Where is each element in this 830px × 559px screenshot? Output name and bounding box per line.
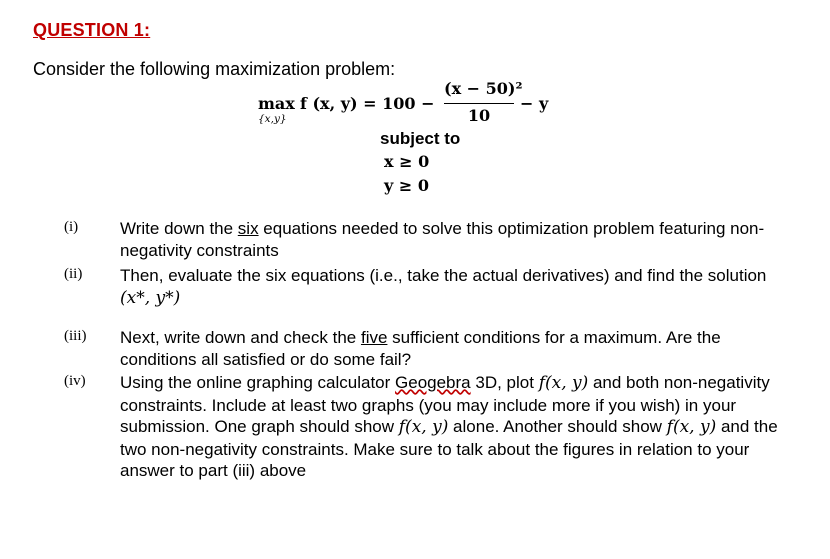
item-ii [120,265,788,309]
item-iv-brand: Geogebra [395,373,471,392]
item-iv-text-3: and both non-negativity constraints. Include at least two graphs (you may include more if you wish) in your submission. One graph should show [120,373,770,436]
fraction-numerator: (x − 50)² [444,79,523,98]
intro-text: Consider the following maximization problem: [33,59,396,79]
item-iv-math-1: f(x, y) [538,373,589,393]
item-ii-math: (x*, y*) [120,287,181,308]
item-iii [120,327,788,370]
item-iii-text-post: sufficient conditions for a maximum. Are the conditions all satisfied or do some fail? [120,328,721,369]
item-iv-text-2: 3D, plot [470,373,539,392]
item-iv [120,372,788,482]
fraction [444,78,523,126]
item-iv-text-1: Using the online graphing calculator [120,373,396,392]
fraction-bar [444,103,514,104]
max-subscript: {x,y} [258,113,287,125]
item-i-text-post: equations needed to solve this optimization problem featuring non-negativity constraints [120,219,765,260]
item-label-i: (i) [64,219,79,235]
constraint-y: y ≥ 0 [384,176,429,195]
question-heading: QUESTION 1: [33,20,151,40]
item-iv-math-2: f(x, y) [398,417,449,437]
subject-to-label: subject to [380,129,461,148]
objective-lhs: f (x, y) = 100 − [300,94,435,113]
max-label: max [258,94,295,113]
fraction-denominator: 10 [467,106,491,125]
item-label-iii: (iii) [64,328,87,344]
item-i-emphasis: six [237,219,259,238]
item-iii-text-pre: Next, write down and check the [120,328,361,347]
item-i-text-pre: Write down the [120,219,238,238]
item-i [120,218,788,261]
item-iii-emphasis: five [360,328,388,347]
item-iv-text-5: and the two non-negativity constraints. Make sure to talk about the figures in relation to your answer to part (iii) above [120,417,778,480]
objective-tail: − y [520,94,549,113]
item-iv-text-4: alone. Another should show [448,417,667,436]
item-ii-text: Then, evaluate the six equations (i.e., take the actual derivatives) and find the solution [120,266,767,285]
item-iv-math-3: f(x, y) [666,417,717,437]
item-label-ii: (ii) [64,266,83,282]
item-label-iv: (iv) [64,373,86,389]
max-operator [258,94,295,125]
constraint-x: x ≥ 0 [384,152,430,171]
